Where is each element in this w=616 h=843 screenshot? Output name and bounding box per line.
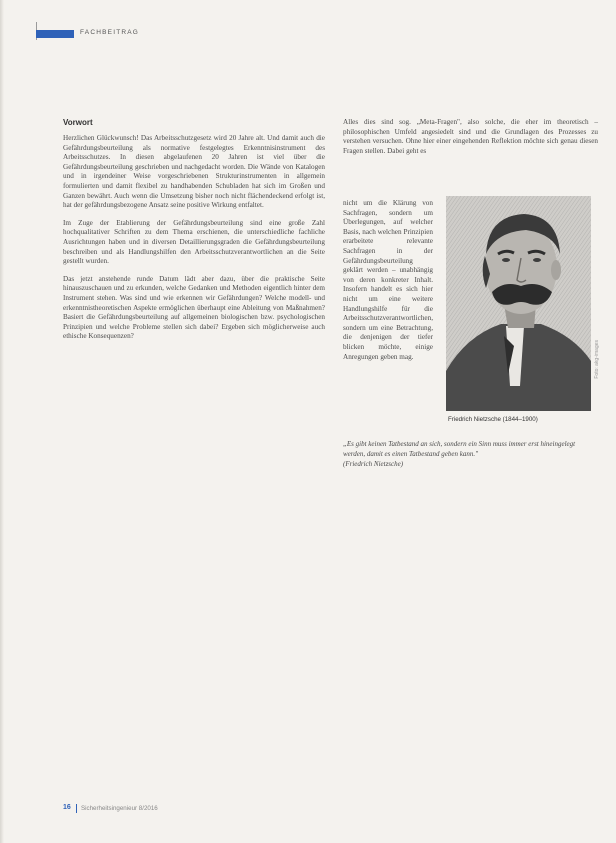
publication-name: Sicherheitsingenieur 8/2016 <box>81 805 158 812</box>
nietzsche-portrait <box>446 196 591 411</box>
section-label: FACHBEITRAG <box>80 29 140 36</box>
page-number: 16 <box>63 804 71 811</box>
paragraph-3: Das jetzt anstehende runde Datum lädt aber dazu, über die praktische Seite hinauszuschauen und zu erkunden, welche Gedanken und Methoden eigentlich hinter dem Instrument stehen. Was sind und wie erkennen wir Gefährdungen? Welche modell- und erkenntnistheoretischen Aspekte ermöglichen überhaupt eine Ableitung von Maßnahmen? Basiert die Gefährdungsbeurteilung auf allgemeinen biologischen bzw. psychologischen Prinzipien und welche Probleme stellen sich dabei? Ergeben sich möglicherweise auch ethische Konsequenzen? <box>63 274 325 341</box>
photo-credit: Foto: akg-images <box>594 340 600 379</box>
article-heading: Vorwort <box>63 118 93 127</box>
figure-caption: Friedrich Nietzsche (1844–1900) <box>448 416 538 423</box>
right-column-wrap <box>343 199 433 370</box>
left-column <box>63 134 325 350</box>
wrapped-paragraph: nicht um die Klärung von Sachfragen, sondern um Überlegungen, auf welcher Basis, nach welchen Prinzipien erarbeitete relevante Sachfragen in der Gefährdungsbeurteilung geklärt werden – unabhängig von deren konkreter Inhalt. Insofern handelt es sich hier nicht um eine weitere Handlungshilfe für die Arbeitsschutzverantwortlichen, sondern um eine Betrachtung, die denjenigen der tiefer blicken möchte, einige Anregungen geben mag. <box>343 199 434 361</box>
section-color-bar <box>36 30 74 38</box>
paragraph-2: Im Zuge der Etablierung der Gefährdungsbeurteilung sind eine große Zahl hochqualitativer Schriften zu dem Thema erschienen, die unterschiedliche fachliche Ausrichtungen haben und in diversen Detaillierungsgraden die Gefährdungsbeurteilung beschreiben und als Handlungshilfen den Arbeitsschutzverantwortlichen an die Seite gestellt wurden. <box>63 218 325 266</box>
right-paragraph: Alles dies sind sog. „Meta-Fragen", also solche, die eher im theoretisch – philosophischen Umfeld angesiedelt sind und die Grundlagen des Prozesses zu verstehen versuchen. Ohne hier einer eingehenden Reflektion möchte sich genau diesen Fragen stellen. Dabei geht es <box>343 118 598 155</box>
footer-separator <box>76 804 77 813</box>
quote-author: (Friedrich Nietzsche) <box>343 460 404 468</box>
scan-edge <box>0 0 4 843</box>
right-column-intro <box>343 118 598 164</box>
quote-text: „Es gibt keinen Tatbestand an sich, sondern ein Sinn muss immer erst hineingelegt werden, damit es einen Tatbestand geben kann." <box>343 440 576 458</box>
paragraph-1: Herzlichen Glückwunsch! Das Arbeitsschutzgesetz wird 20 Jahre alt. Und damit auch die Gefährdungsbeurteilung als normative festgelegtes Erkenntnisinstrument des Arbeitsschutzes. In diesen abgelaufenen 20 Jahren ist viel über die Gefährdungsbeurteilung geschrieben und nachgedacht worden. Die Wände von Katalogen und in irgendeiner Weise vorgeschriebenen Strukturinstrumenten in allgemein formulierten und damit flexibel zu handhabenden Schubladen hat sich im Großen und Ganzen bewährt. Auch wenn die Umsetzung bisher noch nicht flächendeckend erfolgt ist, hat der gefährdungsbezogene Ansatz seine positive Wirkung entfaltet. <box>63 134 325 210</box>
